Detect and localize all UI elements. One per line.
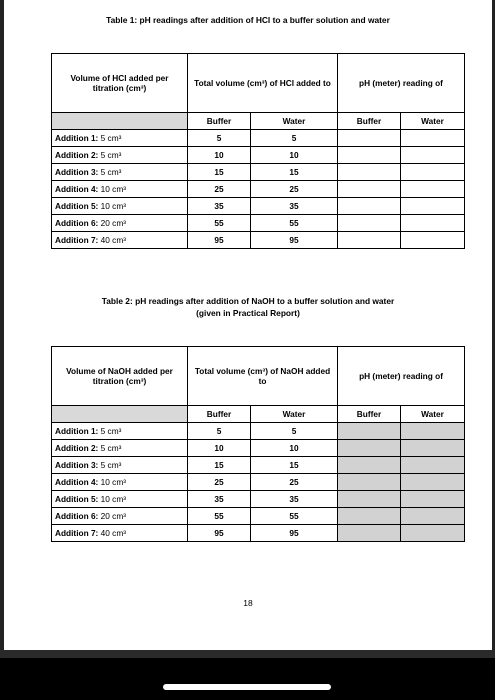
addition-label-cell (52, 525, 188, 542)
total-volume-water-cell: 35 (251, 491, 338, 508)
table1 (51, 53, 465, 249)
ph-reading-water-cell[interactable] (401, 423, 465, 440)
addition-label: Addition 4: (55, 477, 99, 487)
total-volume-buffer-cell: 55 (188, 215, 251, 232)
addition-label: Addition 7: (55, 528, 99, 538)
total-volume-water-cell: 55 (251, 215, 338, 232)
addition-label-cell (52, 440, 188, 457)
table2-title: Table 2: pH readings after addition of NaOH to a buffer solution and water (101, 296, 395, 306)
addition-amount: 5 cm³ (100, 443, 122, 453)
addition-label-cell (52, 423, 188, 440)
addition-label-cell (52, 147, 188, 164)
table2-header-row (52, 347, 465, 406)
addition-amount: 40 cm³ (100, 235, 126, 245)
table-row (52, 525, 465, 542)
total-volume-buffer-cell: 15 (188, 164, 251, 181)
table-row (52, 130, 465, 147)
table1-blank-subheader (52, 113, 188, 130)
total-volume-water-cell: 10 (251, 440, 338, 457)
table-row (52, 215, 465, 232)
table-row (52, 147, 465, 164)
total-volume-water-cell: 25 (251, 181, 338, 198)
table1-header-row (52, 54, 465, 113)
ph-reading-buffer-cell[interactable] (338, 491, 401, 508)
addition-amount: 5 cm³ (100, 133, 122, 143)
total-volume-water-cell: 95 (251, 232, 338, 249)
table1-volume-header: Volume of HCl added per titration (cm³) (52, 54, 188, 113)
table-row (52, 423, 465, 440)
addition-label: Addition 3: (55, 460, 99, 470)
addition-label-cell (52, 130, 188, 147)
home-indicator[interactable] (163, 684, 331, 690)
ph-reading-buffer-cell[interactable] (338, 423, 401, 440)
table-row (52, 181, 465, 198)
ph-reading-buffer-cell[interactable] (338, 215, 401, 232)
total-volume-buffer-cell: 55 (188, 508, 251, 525)
addition-label: Addition 5: (55, 494, 99, 504)
table1-ph-header: pH (meter) reading of (338, 54, 465, 113)
addition-label-cell (52, 181, 188, 198)
table-row (52, 164, 465, 181)
ph-reading-water-cell[interactable] (401, 491, 465, 508)
total-volume-buffer-cell: 35 (188, 491, 251, 508)
table1-ph-sub-water: Water (401, 113, 465, 130)
table1-subheader-row (52, 113, 465, 130)
addition-amount: 10 cm³ (100, 184, 126, 194)
ph-reading-buffer-cell[interactable] (338, 130, 401, 147)
table1-ph-sub-buffer: Buffer (338, 113, 401, 130)
table2-volume-header: Volume of NaOH added per titration (cm³) (52, 347, 188, 406)
total-volume-water-cell: 55 (251, 508, 338, 525)
total-volume-water-cell: 5 (251, 423, 338, 440)
table1-total-header: Total volume (cm³) of HCl added to (188, 54, 338, 113)
addition-label: Addition 1: (55, 426, 99, 436)
total-volume-water-cell: 25 (251, 474, 338, 491)
ph-reading-water-cell[interactable] (401, 474, 465, 491)
addition-amount: 5 cm³ (100, 150, 122, 160)
addition-label: Addition 6: (55, 511, 99, 521)
table2-blank-subheader (52, 406, 188, 423)
table2-ph-header: pH (meter) reading of (338, 347, 465, 406)
ph-reading-water-cell[interactable] (401, 147, 465, 164)
table-row (52, 232, 465, 249)
table2-total-header: Total volume (cm³) of NaOH added to (188, 347, 338, 406)
total-volume-water-cell: 35 (251, 198, 338, 215)
table2 (51, 346, 465, 542)
total-volume-buffer-cell: 95 (188, 525, 251, 542)
ph-reading-water-cell[interactable] (401, 130, 465, 147)
addition-label-cell (52, 232, 188, 249)
total-volume-buffer-cell: 15 (188, 457, 251, 474)
addition-label-cell (52, 474, 188, 491)
ph-reading-buffer-cell[interactable] (338, 508, 401, 525)
table2-ph-sub-buffer: Buffer (338, 406, 401, 423)
addition-label: Addition 5: (55, 201, 99, 211)
total-volume-water-cell: 15 (251, 164, 338, 181)
addition-amount: 5 cm³ (100, 167, 122, 177)
total-volume-buffer-cell: 5 (188, 423, 251, 440)
phone-bottom-bezel (0, 650, 495, 700)
ph-reading-water-cell[interactable] (401, 525, 465, 542)
ph-reading-water-cell[interactable] (401, 508, 465, 525)
ph-reading-buffer-cell[interactable] (338, 147, 401, 164)
table2-subheader-row (52, 406, 465, 423)
ph-reading-water-cell[interactable] (401, 181, 465, 198)
table1-sub-water: Water (251, 113, 338, 130)
table-row (52, 508, 465, 525)
document-page (4, 0, 492, 650)
addition-label-cell (52, 508, 188, 525)
ph-reading-water-cell[interactable] (401, 198, 465, 215)
total-volume-water-cell: 15 (251, 457, 338, 474)
total-volume-buffer-cell: 25 (188, 474, 251, 491)
table2-sub-buffer: Buffer (188, 406, 251, 423)
addition-label-cell (52, 491, 188, 508)
table-row (52, 457, 465, 474)
addition-label-cell (52, 198, 188, 215)
table-row (52, 198, 465, 215)
total-volume-buffer-cell: 95 (188, 232, 251, 249)
ph-reading-buffer-cell[interactable] (338, 440, 401, 457)
total-volume-water-cell: 10 (251, 147, 338, 164)
addition-amount: 10 cm³ (100, 477, 126, 487)
ph-reading-buffer-cell[interactable] (338, 198, 401, 215)
table-row (52, 440, 465, 457)
total-volume-buffer-cell: 25 (188, 181, 251, 198)
table-row (52, 474, 465, 491)
table1-sub-buffer: Buffer (188, 113, 251, 130)
table2-subtitle: (given in Practical Report) (196, 308, 300, 318)
ph-reading-water-cell[interactable] (401, 232, 465, 249)
addition-label: Addition 7: (55, 235, 99, 245)
total-volume-buffer-cell: 35 (188, 198, 251, 215)
ph-reading-buffer-cell[interactable] (338, 474, 401, 491)
bezel-edge (0, 650, 495, 658)
total-volume-buffer-cell: 10 (188, 147, 251, 164)
addition-label: Addition 4: (55, 184, 99, 194)
table-row (52, 491, 465, 508)
addition-amount: 20 cm³ (100, 218, 126, 228)
addition-label: Addition 3: (55, 167, 99, 177)
page-number: 18 (243, 598, 253, 608)
addition-amount: 40 cm³ (100, 528, 126, 538)
total-volume-water-cell: 95 (251, 525, 338, 542)
table2-sub-water: Water (251, 406, 338, 423)
addition-amount: 5 cm³ (100, 426, 122, 436)
addition-amount: 10 cm³ (100, 494, 126, 504)
addition-amount: 10 cm³ (100, 201, 126, 211)
ph-reading-water-cell[interactable] (401, 215, 465, 232)
addition-amount: 20 cm³ (100, 511, 126, 521)
addition-label-cell (52, 457, 188, 474)
ph-reading-buffer-cell[interactable] (338, 525, 401, 542)
ph-reading-buffer-cell[interactable] (338, 457, 401, 474)
total-volume-buffer-cell: 10 (188, 440, 251, 457)
ph-reading-buffer-cell[interactable] (338, 164, 401, 181)
ph-reading-water-cell[interactable] (401, 440, 465, 457)
ph-reading-buffer-cell[interactable] (338, 232, 401, 249)
table2-ph-sub-water: Water (401, 406, 465, 423)
addition-label-cell (52, 215, 188, 232)
total-volume-water-cell: 5 (251, 130, 338, 147)
table1-title: Table 1: pH readings after addition of HCl to a buffer solution and water (106, 15, 390, 25)
addition-label: Addition 2: (55, 150, 99, 160)
addition-amount: 5 cm³ (100, 460, 122, 470)
ph-reading-water-cell[interactable] (401, 164, 465, 181)
addition-label: Addition 2: (55, 443, 99, 453)
total-volume-buffer-cell: 5 (188, 130, 251, 147)
addition-label-cell (52, 164, 188, 181)
ph-reading-water-cell[interactable] (401, 457, 465, 474)
ph-reading-buffer-cell[interactable] (338, 181, 401, 198)
addition-label: Addition 1: (55, 133, 99, 143)
addition-label: Addition 6: (55, 218, 99, 228)
